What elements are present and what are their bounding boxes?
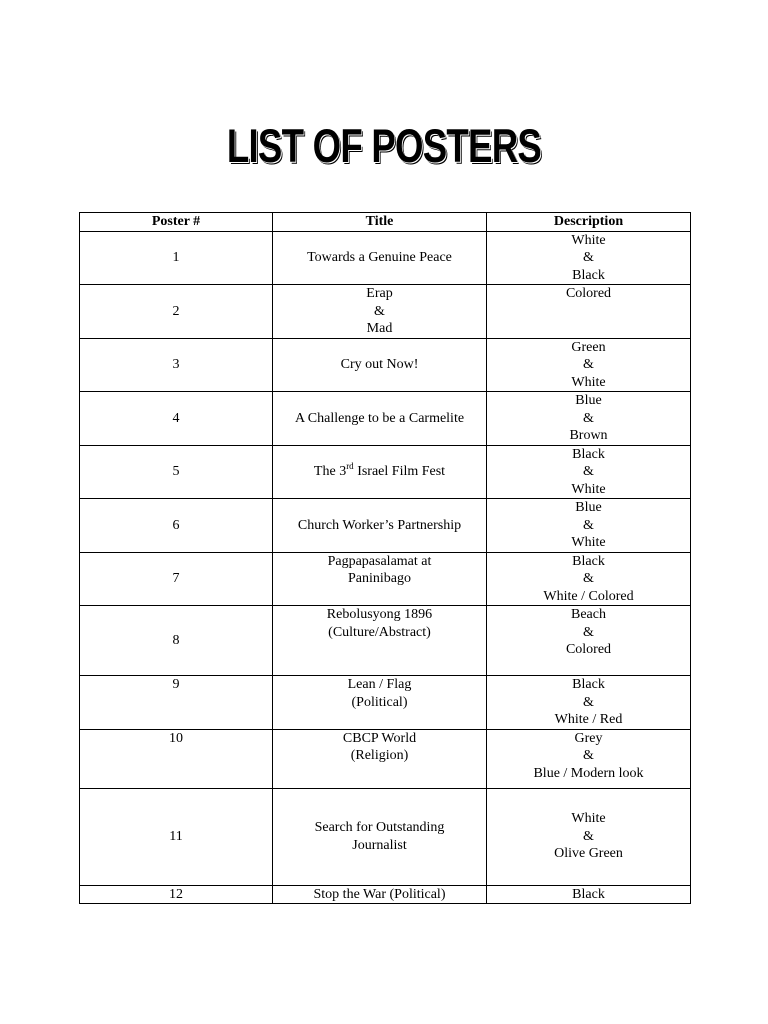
poster-number-cell: 8 — [80, 606, 273, 676]
poster-description-line: Blue — [575, 500, 602, 515]
poster-description-line: Black — [572, 553, 605, 569]
poster-title-line: Erap — [366, 286, 393, 301]
poster-number-cell: 5 — [80, 445, 273, 499]
poster-title-line: Towards a Genuine Peace — [307, 250, 452, 265]
poster-description-line: White — [571, 535, 606, 550]
poster-description-line: Blue / Modern look — [533, 765, 644, 781]
title-text: The 3 — [313, 464, 347, 479]
poster-title-line: Search for Outstanding — [314, 820, 445, 835]
poster-description-line: White — [571, 811, 606, 827]
title-superscript: rd — [346, 461, 354, 471]
table-row — [80, 445, 691, 499]
poster-description-line: & — [583, 250, 594, 265]
poster-description-cell — [487, 885, 691, 904]
table-row — [80, 676, 691, 730]
poster-number-cell: 6 — [80, 499, 273, 553]
poster-description-line: & — [583, 357, 594, 372]
poster-title-cell — [273, 885, 487, 904]
poster-description-cell — [487, 285, 691, 339]
poster-title-cell — [273, 676, 487, 730]
poster-description-cell — [487, 606, 691, 676]
poster-title-line: Pagpapasalamat at — [327, 553, 432, 569]
poster-title-cell — [273, 788, 487, 885]
table-row — [80, 285, 691, 339]
poster-description-line: & — [583, 410, 594, 426]
table-row — [80, 788, 691, 885]
poster-description-line: Brown — [569, 428, 608, 443]
poster-description-cell — [487, 676, 691, 730]
poster-description-line: White — [571, 232, 606, 248]
poster-description-cell — [487, 392, 691, 446]
table-header-row — [80, 213, 691, 232]
poster-description-cell — [487, 445, 691, 499]
poster-title-cell — [273, 552, 487, 606]
poster-description-cell — [487, 788, 691, 885]
poster-description-line: White / Red — [554, 712, 623, 727]
poster-title-line: Cry out Now! — [340, 357, 419, 372]
page-title: LIST OF POSTERS — [226, 119, 542, 172]
table-row — [80, 338, 691, 392]
poster-title-line — [313, 461, 446, 479]
poster-title-line: CBCP World — [342, 730, 417, 746]
poster-description-line: Colored — [565, 286, 612, 301]
table-body — [80, 231, 691, 904]
poster-description-line: Black — [572, 677, 605, 692]
poster-title-cell — [273, 729, 487, 788]
poster-number-cell: 9 — [80, 676, 273, 730]
poster-description-line: & — [583, 517, 594, 533]
poster-title-cell — [273, 338, 487, 392]
poster-description-line: White — [571, 481, 606, 497]
poster-title-line: Stop the War (Political) — [313, 886, 446, 902]
poster-description-cell — [487, 729, 691, 788]
poster-description-line: & — [583, 571, 594, 586]
poster-description-cell — [487, 552, 691, 606]
poster-number-cell: 4 — [80, 392, 273, 446]
poster-title-cell — [273, 606, 487, 676]
poster-description-line: White / Colored — [543, 588, 634, 604]
table-row — [80, 392, 691, 446]
poster-description-line: Green — [571, 339, 606, 355]
poster-description-line: Black — [572, 446, 605, 462]
poster-description-line: Beach — [571, 607, 606, 622]
table-row — [80, 499, 691, 553]
poster-title-line: Rebolusyong 1896 — [326, 607, 433, 622]
poster-title-line: Paninibago — [348, 571, 411, 586]
poster-title-cell — [273, 499, 487, 553]
header-description: Description — [487, 213, 691, 232]
poster-description-line: & — [583, 464, 594, 479]
header-title: Title — [273, 213, 487, 232]
poster-title-cell — [273, 392, 487, 446]
table-row — [80, 729, 691, 788]
posters-table — [79, 212, 691, 904]
poster-description-line: Olive Green — [554, 846, 623, 862]
poster-title-line: Church Worker’s Partnership — [297, 517, 462, 533]
poster-description-line: & — [583, 694, 594, 710]
poster-title-line: (Political) — [351, 694, 408, 710]
poster-title-line: Lean / Flag — [347, 677, 412, 692]
poster-title-line: A Challenge to be a Carmelite — [294, 410, 465, 426]
poster-number-cell: 11 — [80, 788, 273, 885]
poster-number-cell: 2 — [80, 285, 273, 339]
poster-description-line: Grey — [574, 730, 603, 746]
poster-title-cell — [273, 231, 487, 285]
poster-title-cell — [273, 445, 487, 499]
poster-description-cell — [487, 499, 691, 553]
poster-description-line: & — [583, 624, 594, 640]
poster-description-line: Black — [572, 267, 605, 283]
poster-number-cell: 3 — [80, 338, 273, 392]
poster-title-line: Journalist — [352, 837, 407, 853]
poster-number-cell: 1 — [80, 231, 273, 285]
title-text: Israel Film Fest — [353, 464, 446, 479]
table-row — [80, 552, 691, 606]
table-row — [80, 231, 691, 285]
poster-description-line: Blue — [575, 393, 602, 408]
poster-description-line: White — [571, 374, 606, 390]
poster-title-line: & — [374, 303, 385, 319]
header-poster-number: Poster # — [80, 213, 273, 232]
poster-title-line: (Religion) — [350, 748, 409, 763]
table-row — [80, 885, 691, 904]
poster-description-line: Colored — [565, 642, 612, 657]
poster-description-cell — [487, 338, 691, 392]
poster-description-line: & — [583, 828, 594, 844]
poster-description-line: Black — [572, 886, 605, 902]
poster-title-line: Mad — [366, 321, 393, 336]
poster-number-cell: 10 — [80, 729, 273, 788]
poster-number-cell: 12 — [80, 885, 273, 904]
poster-description-cell — [487, 231, 691, 285]
table-row — [80, 606, 691, 676]
poster-description-line: & — [583, 748, 594, 763]
poster-number-cell: 7 — [80, 552, 273, 606]
poster-title-cell — [273, 285, 487, 339]
poster-title-line: (Culture/Abstract) — [328, 624, 431, 640]
